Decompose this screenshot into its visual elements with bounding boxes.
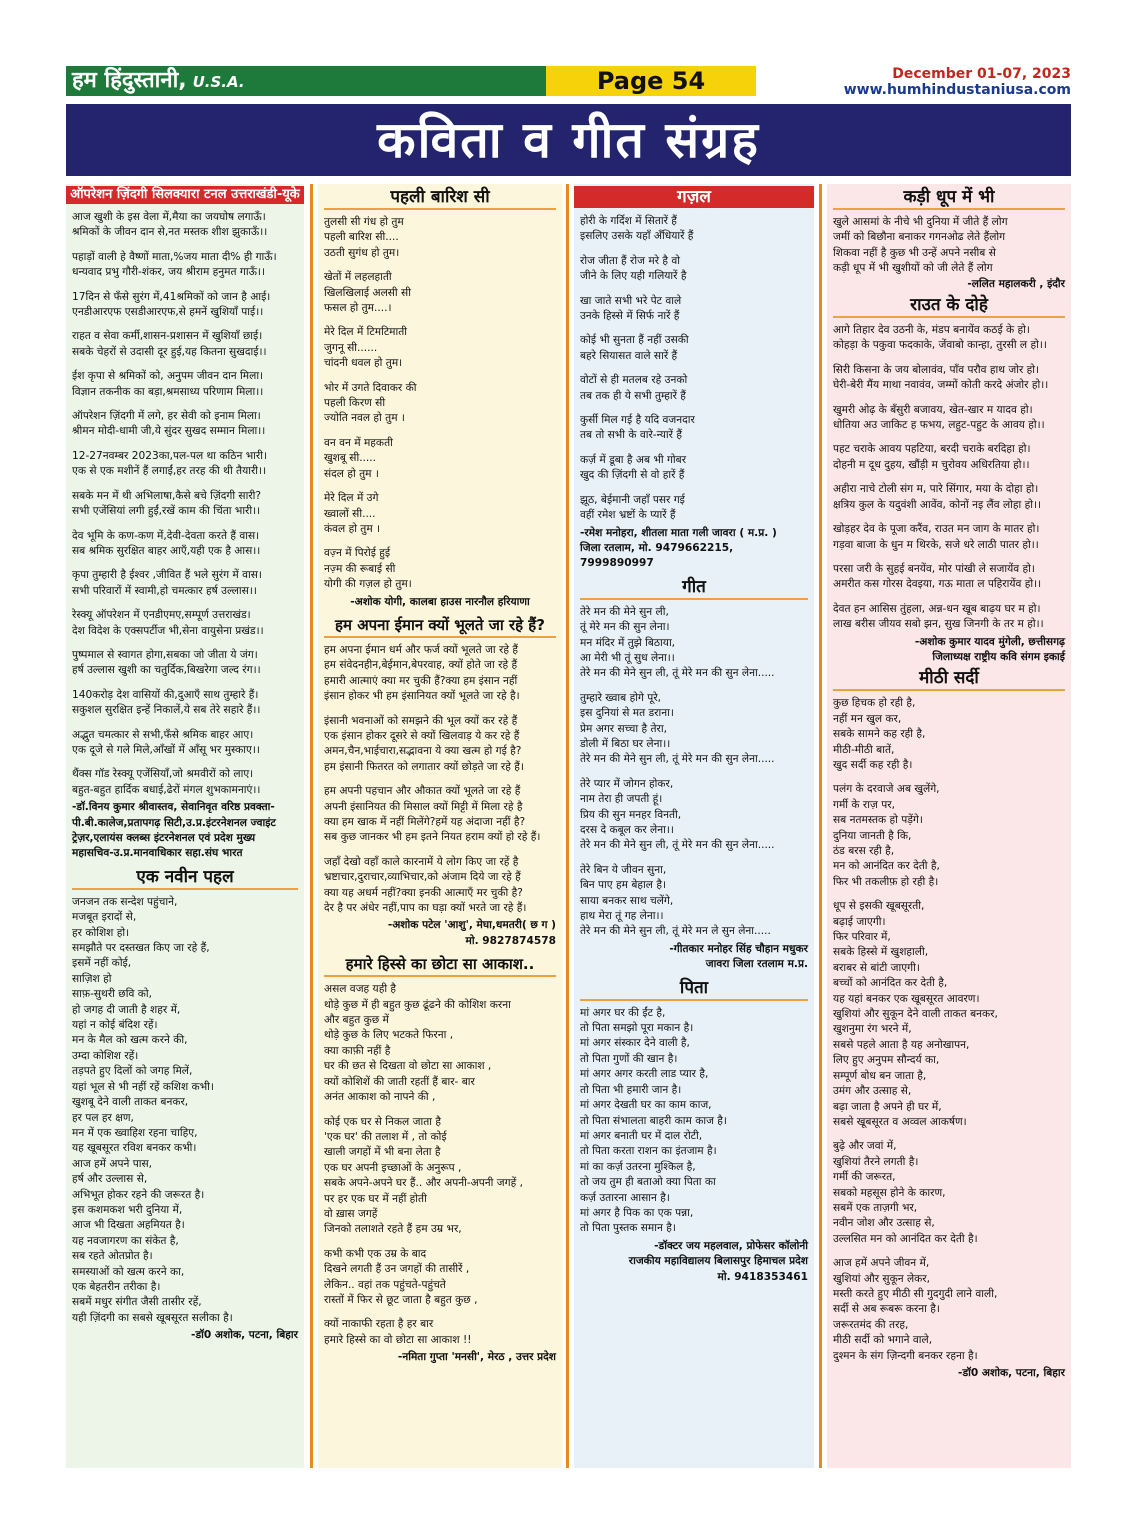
poem-credit: -डॉ.विनय कुमार श्रीवास्तव, सेवानिवृत वरिष्ठ प्रवक्ता-पी.बी.कालेज,प्रतापगढ़ सिटी,उ.प्र.इंटरनेशनल ज्वाइंट ट्रेज़र,एलायंस क्लब्स इंटरनेशनल एवं प्रदेश मुख्य महासचिव-उ.प्र.मानवाधिकार सहा.संघ भारत xyxy=(72,801,276,860)
stanza: आज हमें अपने जीवन में, खुशियां और सुकून लेकर, मस्ती करते हुए मीठी सी गुदगुदी लाने वाली, सर्दी से अब रूबरू करना है। जरूरतमंद की तरह, मीठी सर्दी को भगाने वाले, दुश्मन के संग ज़िन्दगी बनकर रहना है। xyxy=(833,1257,998,1362)
stanza: बुढ़े और जवां में, खुशियां तैरने लगती है। गर्मी की जरूरत, सबको महसूस होने के कारण, सबमें एक ताज़गी भर, नवीन जोश और उत्साह से, उल्लसित मन को आनंदित कर देती है। xyxy=(833,1140,978,1245)
poem-credit: -रमेश मनोहरा, शीतला माता गली जावरा ( म.प्र. ) xyxy=(580,526,777,539)
stanza: पुष्पमाल से स्वागत होगा,सबका जो जीता ये जंग। हर्ष उल्लास खुशी का चतुर्दिक,बिखरेगा जल्द रंग।। xyxy=(72,648,261,677)
poem-credit-place: जावरा जिला रतलाम म.प्र. xyxy=(705,958,808,971)
poem-title: मीठी सर्दी xyxy=(833,667,1065,691)
poem-body: खुले आसमां के नीचे भी दुनिया में जीते हैं लोग जमीं को बिछौना बनाकर गगनओढ लेते हैंलोग शिकवा नहीं है कुछ भी उन्हें अपने नसीब से कड़ी धूप में भी खुशीयों को जी लेते हैं लोग xyxy=(833,216,1008,275)
stanza: आगे तिहार देव उठनी के, मंडप बनायेंव कठई के हो। कोहड़ा के पकुवा फदकाके, जेंवाबो कान्हा, तुरसी ल हो।। xyxy=(833,324,1047,352)
stanza: खुमरी ओढ़ के बँसुरी बजावय, खेत-खार म यादव हो। धोतिया अउ जाकिट ह फभय, लहुट-पहुट के आवय हो।। xyxy=(833,403,1045,432)
stanza: देवत हन आसिस तुंहला, अन्न-धन खूब बाढ़य घर म हो। लाख बरीस जीयव सबो झन, सुख जिनगी के तर म हो।। xyxy=(833,602,1044,631)
stanza: पलंग के दरवाजे अब खुलेंगे, गर्मी के राज़ पर, सब नतमस्तक हो पड़ेंगे। दुनिया जानती है कि, ठंड बरस रही है, मन को आनंदित कर देती है, फिर भी तकलीफ़ हो रही है। xyxy=(833,783,940,888)
stanza: इंसानी भवनाओं को समझने की भूल क्यों कर रहे हैं एक इंसान होकर दूसरे से क्यों खिलवाड़ ये कर रहे हैं अमन,चैन,भाईचारा,सद्भावना ये क्या खत्म हो गई है? हम इंसानी फितरत को लगातार क्यों छोड़ते जा रहे हैं। xyxy=(324,714,524,773)
stanza: कृपा तुम्हारी है ईश्वर ,जीवित हैं भले सुरंग में वास। सभी परिवारों में स्वामी,हो चमत्कार हर्ष उल्लास।। xyxy=(72,569,262,597)
stanza: अहीरा नाचे टोली संग म, पारे सिंगार, मया के दोहा हो। क्षत्रिय कुल के यदुवंशी आवेंव, कोनों नइ लैंव लोहा हो।। xyxy=(833,483,1042,511)
poem-body: मां अगर घर की ईंट है, तो पिता समझो पूरा मकान है। मां अगर संस्कार देने वाली है, तो पिता गुणों की खान है। मां अगर अगर करती लाड प्यार है, तो पिता भी हमारी जान है। मां अगर देखती घर का काम काज, तो पिता संभालता बाहरी काम काज है। मां अगर बनाती घर में दाल रोटी, तो पिता करता राशन का इंतजाम है। मां का कर्ज़ उतरना मुश्किल है, तो जय तुम ही बताओ क्या पिता का कर्ज़ उतारना आसान है। मां अगर है पिक का एक पन्ना, तो पिता पुस्तक समान है। xyxy=(580,1006,727,1235)
poem-credit: -गीतकार मनोहर सिंह चौहान मधुकर xyxy=(669,942,808,955)
stanza: वोटों से ही मतलब रहे उनको तब तक ही ये सभी तुम्हारें हैं xyxy=(580,374,688,402)
stanza: ईश कृपा से श्रमिकों को, अनुपम जीवन दान मिला। विज्ञान तकनीक का बड़ा,श्रमसाध्य परिणाम मिला।। xyxy=(72,370,264,398)
stanza: अद्भुत चमत्कार से सभी,फँसे श्रमिक बाहर आए। एक दूजे से गले मिले,आँखों में आँसू भर मुस्काए।। xyxy=(72,728,260,756)
stanza: पहाड़ों वाली हे वैष्णों माता,%जय माता दी% ही गाऊँ। धन्यवाद प्रभु गौरी-शंकर, जय श्रीराम हनुमत गाऊँ।। xyxy=(72,250,277,279)
column-4 xyxy=(827,184,1071,1468)
poem-credit-place: राजकीय महाविद्यालय बिलासपुर हिमाचल प्रदेश xyxy=(628,1255,808,1268)
poem-credit-phone: मो. 9418353461 xyxy=(717,1270,808,1283)
stanza: पहट चराके आवय पहटिया, बरदी चराके बरदिहा हो। दोहनी म दूध दुहय, खौंड़ी म चुरोवय अधिरतिया हो।। xyxy=(833,443,1031,471)
poem-credit-phone: मो. 9827874578 xyxy=(465,934,556,947)
stanza: मेरे दिल में टिमटिमाती जुगनू सी...... चांदनी धवल हो तुम। xyxy=(324,326,408,370)
stanza: राहत व सेवा कर्मी,शासन-प्रशासन में खुशियाँ छाई। सबके चेहरों से उदासी दूर हुई,यह कितना सुखदाई।। xyxy=(72,330,267,358)
stanza: धूप से इसकी खूबसूरती, बढ़ाई जाएगी। फिर परिवार में, सबके हिस्से में खुशहाली, बराबर से बांटी जाएगी। बच्चों को आनंदित कर देती है, यह यहां बनकर एक खूबसूरत आवरण। खुशियां और सुकून देने वाली ताकत बनकर, खुशनुमा रंग भरने में, सबसे पहले आता है यह अनोखापन, लिए हुए अनुपम सौन्दर्य का, सम्पूर्ण बोध बन जाता है, उमंग और उत्साह से, बढ़ा जाता है अपने ही घर में, सबसे खूबसूरत व अव्वल आकर्षण। xyxy=(833,900,998,1128)
stanza: रेस्क्यू ऑपरेशन में एनडीएमए,सम्पूर्ण उत्तराखंड। देश विदेश के एक्सपर्टीज भी,सेना वायुसेना प्रखंड।। xyxy=(72,609,264,637)
stanza: सिरी किसना के जय बोलावंव, पाँव परौव हाथ जोर हो। घेरी-बेरी मैंय माथा नवावंव, जम्मों कोती करदे अंजोर हो।। xyxy=(833,363,1049,392)
stanza: देव भूमि के कण-कण में,देवी-देवता करते हैं वास। सब श्रमिक सुरक्षित बाहर आएँ,यही एक है आस।। xyxy=(72,529,261,557)
poem-credit: -डॉ0 अशोक, पटना, बिहार xyxy=(958,1367,1065,1379)
poem-credit: -अशोक योगी, कालबा हाउस नारनौल हरियाणा xyxy=(350,595,530,608)
publication-usa: U.S.A. xyxy=(192,73,245,91)
poem-title: ऑपरेशन ज़िंदगी सिलक्यारा टनल उत्तराखंडी-यूके xyxy=(66,186,304,204)
stanza: कुछ हिचक हो रही है, नहीं मन खुल कर, सबके सामने कह रही है, मीठी-मीठी बातें, खुद सर्दी कह रही है। xyxy=(833,697,926,771)
stanza: कभी कभी एक उम्र के बाद दिखने लगती हैं उन जगहों की तासीरें , लेकिन.. वहां तक पहुंचते-पहुंचते रास्तों में फिर से छूट जाता है बहुत कुछ , xyxy=(324,1247,478,1306)
stanza: असल वजह यही है थोड़े कुछ में ही बहुत कुछ ढूंढने की कोशिश करना और बहुत कुछ में थोड़े कुछ के लिए भटकते फिरना , क्या काफ़ी नहीं है घर की छत से दिखता वो छोटा सा आकाश , क्यों कोशिशें की जाती रहतीं हैं बार- बार अनंत आकाश को नापने की , xyxy=(324,983,511,1104)
stanza: रोज जीता हैं रोज मरे है वो जीने के लिए यही गलियारें है xyxy=(580,254,687,283)
stanza: तेरे बिन ये जीवन सुना, बिन पाए हम बेहाल है। साया बनकर साथ चलेंगे, हाथ मेरा तूं गह लेना।। तेरे मन की मेने सुन ली, तूं मेरे मन ले सुन लेना..... xyxy=(580,863,771,938)
stanza: होरी के गर्दिश में सितारें हैं इसलिए उसके यहाँ अँधियारें हैं xyxy=(580,215,694,243)
publication-title: हम हिंदुस्तानी, xyxy=(72,68,187,93)
stanza: परसा जरी के सुहई बनयेंव, मोर पांखी ले सजायेंव हो। अमरीत कस गोरस देवइया, गऊ माता ल पहिरायेंव हो।। xyxy=(833,562,1042,591)
stanza: वज़्न में पिरोई हुई नज़्म की रूबाई सी योगी की गज़ल हो तुम। xyxy=(324,547,412,591)
stanza: खेतों में लहलहाती खिलखिलाई अलसी सी फसल हो तुम....। xyxy=(324,271,411,315)
stanza: तुलसी सी गंध हो तुम पहली बारिश सी.... उठती सुगंध हो तुम। xyxy=(324,216,404,259)
stanza: 12-27नवम्बर 2023का,पल-पल था कठिन भारी। एक से एक मशीनें हैं लगाईं,हर तरह की थी तैयारी।। xyxy=(72,449,267,478)
stanza: कुर्सी मिल गई है यदि वजनदार तब तो सभी के वारे-न्यारें हैं xyxy=(580,414,695,442)
poem-title: हमारे हिस्से का छोटा सा आकाश.. xyxy=(324,953,556,977)
column-divider xyxy=(310,184,313,1468)
page-number: Page 54 xyxy=(546,66,756,96)
stanza: मेरे दिल में उगे ख्वालों सी.... कंवल हो तुम । xyxy=(324,492,381,535)
poem-title: गीत xyxy=(580,576,808,600)
poem-credit-phone: जिला रतलाम, मो. 9479662215, 7999890997 xyxy=(580,541,734,570)
issue-date: December 01-07, 2023 xyxy=(892,66,1071,82)
poem-credit: -अशोक कुमार यादव मुंगेली, छत्तीसगढ़ xyxy=(914,635,1065,648)
stanza: हम अपना ईमान धर्म और फर्ज क्यों भूलते जा रहे हैं हम संवेदनहीन,बेईमान,बेपरवाह, क्यों होते जा रहे हैं हमारी आत्माएं क्या मर चुकी हैं?क्या हम इंसान नहीं इंसान होकर भी हम इंसानियत क्यों भूलते जा रहे है। xyxy=(324,643,520,703)
stanza: सबके मन में थी अभिलाषा,कैसे बचे ज़िंदगी सारी? सभी एजेंसियां लगी हुईं,रखें काम की चिंता भारी।। xyxy=(72,489,262,518)
section-banner: कविता व गीत संग्रह xyxy=(66,104,1071,176)
stanza: कर्ज़ में डूबा है अब भी गोबर खुद की ज़िंदगी से वो हारें हैं xyxy=(580,453,687,482)
column-3 xyxy=(574,184,814,1468)
poem-title: गज़ल xyxy=(574,186,814,208)
poem-credit: -डॉ0 अशोक, पटना, बिहार xyxy=(191,1329,298,1342)
stanza: 140करोड़ देश वासियों की,दुआएँ साथ तुम्हारे हैं। सकुशल सुरक्षित इन्हें निकालें,ये सब तेरे सहारे हैं।। xyxy=(72,688,261,717)
poem-title: कड़ी धूप में भी xyxy=(833,186,1065,210)
stanza: 17दिन से फँसे सुरंग में,41श्रमिकों को जान है आई। एनडीआरएफ एसडीआरएफ,से हमनें खुशियाँ पाई।। xyxy=(72,290,271,319)
poem-credit-title: जिलाध्यक्ष राष्ट्रीय कवि संगम इकाई xyxy=(932,650,1065,663)
stanza: वन वन में महकती खुशबू सी..... संदल हो तुम । xyxy=(324,436,393,480)
stanza: ऑपरेशन ज़िंदगी में लगे, हर सेवी को इनाम मिला। श्रीमन मोदी-धामी जी,ये सुंदर सुखद सम्मान मिला।। xyxy=(72,410,266,438)
masthead xyxy=(66,66,1071,98)
stanza: तेरे प्यार में जोगन होकर, नाम तेरा ही जपती हूं। प्रिय की सुन मनहर विनती, दरस दे कबूल कर लेना।। तेरे मन की मेने सुन ली, तूं मेरे मन की सुन लेना..... xyxy=(580,777,775,852)
stanza: तेरे मन की मेने सुन ली, तूं मेरे मन की सुन लेना। मन मंदिर में तुझे बिठाया, आ मेरी भी तूं सुध लेना।। तेरे मन की मेने सुन ली, तूं मेरे मन की सुन लेना..... xyxy=(580,605,775,680)
stanza: कोई एक घर से निकल जाता है 'एक घर' की तलाश में , तो कोई खाली जगहों में भी बना लेता है एक घर अपनी इच्छाओं के अनुरूप , सबके अपने-अपने घर हैं.. और अपनी-अपनी जगहें , पर हर एक घर में नहीं होती वो ख़ास जगहें जिनको तलाशते रहते हैं हम उम्र भर, xyxy=(324,1115,523,1236)
poem-title: राउत के दोहे xyxy=(833,294,1065,318)
poem-title: पहली बारिश सी xyxy=(324,186,556,210)
stanza: क्यों नाकाफी रहता है हर बार हमारे हिस्से का वो छोटा सा आकाश !! xyxy=(324,1318,472,1346)
poem-credit: -ललित महालकरी , इंदौर xyxy=(967,277,1065,290)
stanza: कोई भी सुनता हैं नहीं उसकी बहरे सियासत वाले सारें हैं xyxy=(580,334,689,362)
poem-title: पिता xyxy=(580,977,808,1001)
poem-credit: -डॉक्टर जय महलवाल, प्रोफेसर कॉलोनी xyxy=(654,1239,808,1252)
poem-credit: -अशोक पटेल 'आशु', मेघा,धमतरी( छ ग ) xyxy=(387,919,556,932)
stanza: थैंक्स गॉड रेस्क्यू एजेंसियाँ,जो श्रमवीरों को लाए। बहुत-बहुत हार्दिक बधाई,ढेरों मंगल शुभकामनाएं।। xyxy=(72,768,261,796)
publication-name xyxy=(66,66,546,96)
stanza: खोड़हर देव के पूजा करैंव, राउत मन जाग के मातर हो। गड़वा बाजा के धुन म थिरके, सजे धरे लाठी पातर हो।। xyxy=(833,523,1040,551)
column-2 xyxy=(318,184,562,1468)
stanza: हम अपनी पहचान और औकात क्यों भूलते जा रहे हैं अपनी इंसानियत की मिसाल क्यों मिट्टी में मिला रहे है क्या हम खाक में नहीं मिलेंगे?हमें यह अंदाजा नहीं है? सब कुछ जानकर भी हम इतने नियत हराम क्यों हो रहे हैं। xyxy=(324,785,541,844)
poem-credit: -नमिता गुप्ता 'मनसी', मेरठ , उत्तर प्रदेश xyxy=(397,1351,556,1364)
stanza: जहाँ देखो वहाँ काले कारनामें ये लोग किए जा रहें है भ्रष्टाचार,दुराचार,व्याभिचार,को अंजाम दिये जा रहे हैं क्या यह अधर्म नहीं?क्या इनकी आत्माएँ मर चुकी है? देर है पर अंधेर नहीं,पाप का घड़ा क्यों भरते जा रहे हैं। xyxy=(324,855,527,915)
column-divider xyxy=(566,184,569,1468)
column-1 xyxy=(66,184,304,1468)
poem-body: जनजन तक सन्देश पहुंचाने, मजबूत इरादों से, हर कोशिश हो। समझौते पर दस्तखत किए जा रहे हैं, इसमें नहीं कोई, साज़िश हो साफ़-सुथरी छवि को, हो जगह दी जाती है शहर में, यहां न कोई बंदिश रहें। मन के मैल को खत्म करने की, उम्दा कोशिश रहें। तड़पते हुए दिलों को जगह मिलें, यहां भूल से भी नहीं रहें कशिश कभी। खुशबू देने वाली ताकत बनकर, हर पल हर क्षण, मन में एक ख्वाहिश रहना चाहिए, यह खूबसूरत रविश बनकर कभी। आज हमें अपने पास, हर्ष और उल्लास से, अभिभूत होकर रहने की जरूरत है। इस कशमकश भरी दुनिया में, आज भी दिखता अहमियत है। यह नवजागरण का संकेत है, सब रहते ओतप्रोत है। समस्याओं को खत्म करने का, एक बेहतरीन तरीका है। सबमें मधुर संगीत जैसी तासीर रहें, यही ज़िंदगी का सबसे खूबसूरत सलीका है। xyxy=(72,895,233,1324)
stanza: झूठ, बेईमानी जहाँ पसर गई वहीं रमेश भ्रष्टों के प्यारें हैं xyxy=(580,493,685,522)
poem-title: हम अपना ईमान क्यों भूलते जा रहे हैं? xyxy=(324,614,556,638)
stanza: खा जाते सभी भरे पेट वाले उनके हिस्से में सिर्फ नारें हैं xyxy=(580,294,682,323)
website-link[interactable]: www.humhindustaniusa.com xyxy=(843,82,1071,98)
stanza: तुम्हारे ख्वाब होगे पूरे, इस दुनियां से मत डराना। प्रेम अगर सच्चा है तेरा, डोली में बिठा घर लेना।। तेरे मन की मेने सुन ली, तूं मेरे मन की सुन लेना..... xyxy=(580,691,775,766)
poem-title: एक नवीन पहल xyxy=(72,866,298,890)
stanza: आज खुशी के इस वेला में,मैया का जयघोष लगाऊँ। श्रमिकों के जीवन दान से,नत मस्तक शीश झुकाऊँ।। xyxy=(72,211,268,239)
column-divider xyxy=(819,184,822,1468)
stanza: भोर में उगते दिवाकर की पहली किरण सी ज्योति नवल हो तुम । xyxy=(324,381,417,425)
